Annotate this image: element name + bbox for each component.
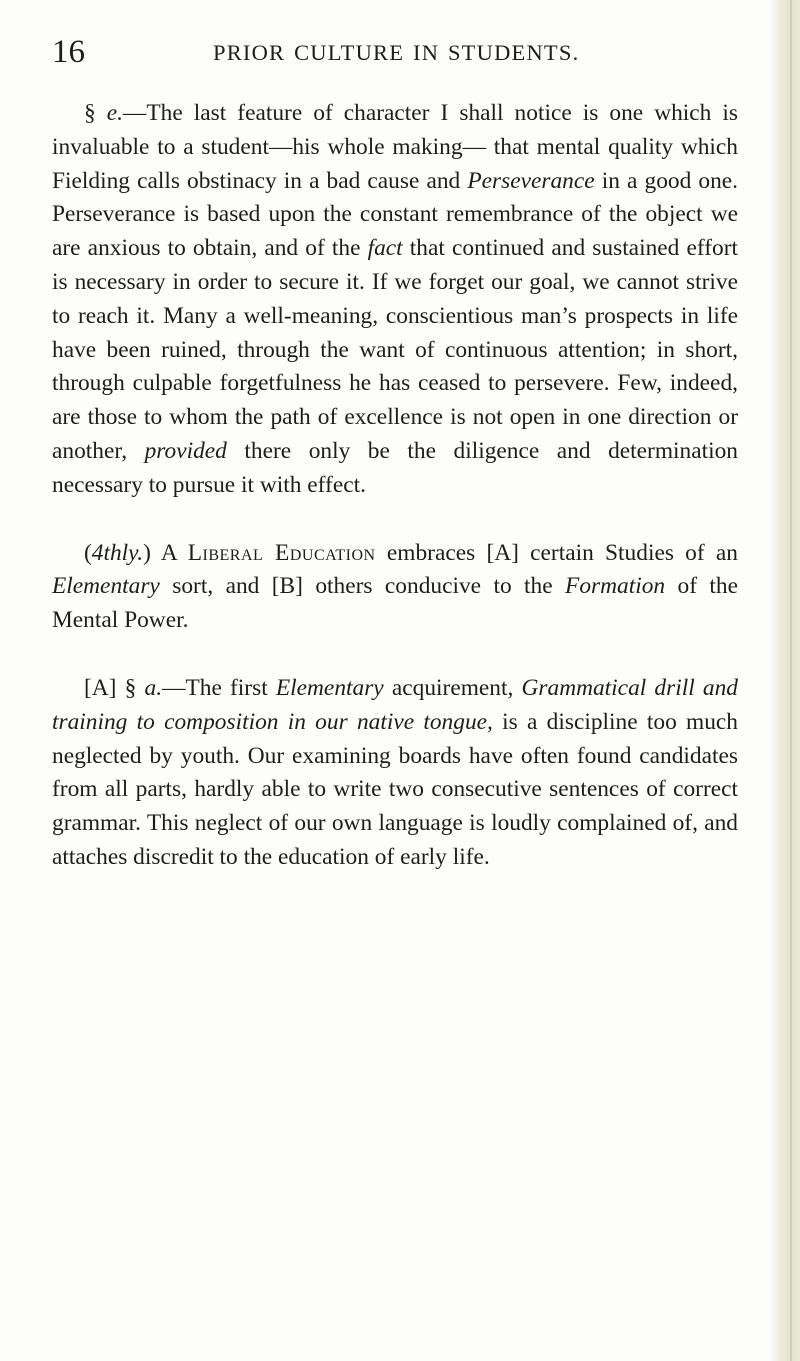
italic-span: provided [144,437,227,464]
page-edge-line [790,0,792,1361]
text-span: is a discipline too much neglected by youth. Our examining boards have often found candidates from all parts, hardly able to write two consecutive sentences of correct grammar. This neglect of our own language is loudly complained of, and attaches discredit to the education of early life. [52,708,738,870]
italic-span: Perseverance [467,167,595,194]
text-span: in a good one. Perseverance is based upon the constant remembrance of the object we are anxious to obtain, and of the [52,167,738,262]
text-span: —The last feature of character I shall notice is one which is invaluable to a student—his whole making— that mental quality which Fielding calls obstinacy in a bad cause and [52,100,739,194]
page-edge-shadow [770,0,800,1361]
italic-span: Elementary [52,573,160,600]
text-span: [A] § [84,674,145,701]
italic-span: Grammatical drill and training to composition in our native tongue, [52,674,738,735]
text-span: acquirement, [383,674,522,701]
italic-span: 4thly. [91,539,144,566]
running-head: PRIOR CULTURE IN STUDENTS. [213,40,580,65]
text-span: sort, and [B] others conducive to the [159,573,566,600]
small-caps-span: Liberal Education [187,539,376,566]
body-text [52,97,738,875]
page-header [52,34,744,74]
text-span: ( [84,539,92,566]
italic-span: Formation [565,573,666,600]
text-span: —The first [162,674,276,701]
paragraph-grammatical-drill [52,672,738,875]
paragraph-liberal-education [52,537,738,638]
italic-span: a. [144,674,163,701]
text-span: § [84,100,107,126]
text-span: ) A [143,539,188,566]
text-span: embraces [A] certain Studies of an [375,539,738,566]
text-span: there only be the diligence and determination necessary to pursue it with effect. [52,437,738,498]
text-span: of the Mental Power. [52,573,738,634]
paragraph-perseverance [52,97,738,503]
italic-span: Elementary [275,674,384,701]
italic-span: e. [106,100,123,126]
italic-span: fact [367,235,403,262]
page-number: 16 [52,34,85,70]
text-span: that continued and sustained effort is necessary in order to secure it. If we forget our goal, we cannot strive to reach it. Many a well-meaning, conscientious man’s prospects in life have been ruined, through the want of continuous attention; in short, through culpable forgetfulness he has ceased to persevere. Few, indeed, are those to whom the path of excellence is not open in one direction or another, [52,235,738,464]
